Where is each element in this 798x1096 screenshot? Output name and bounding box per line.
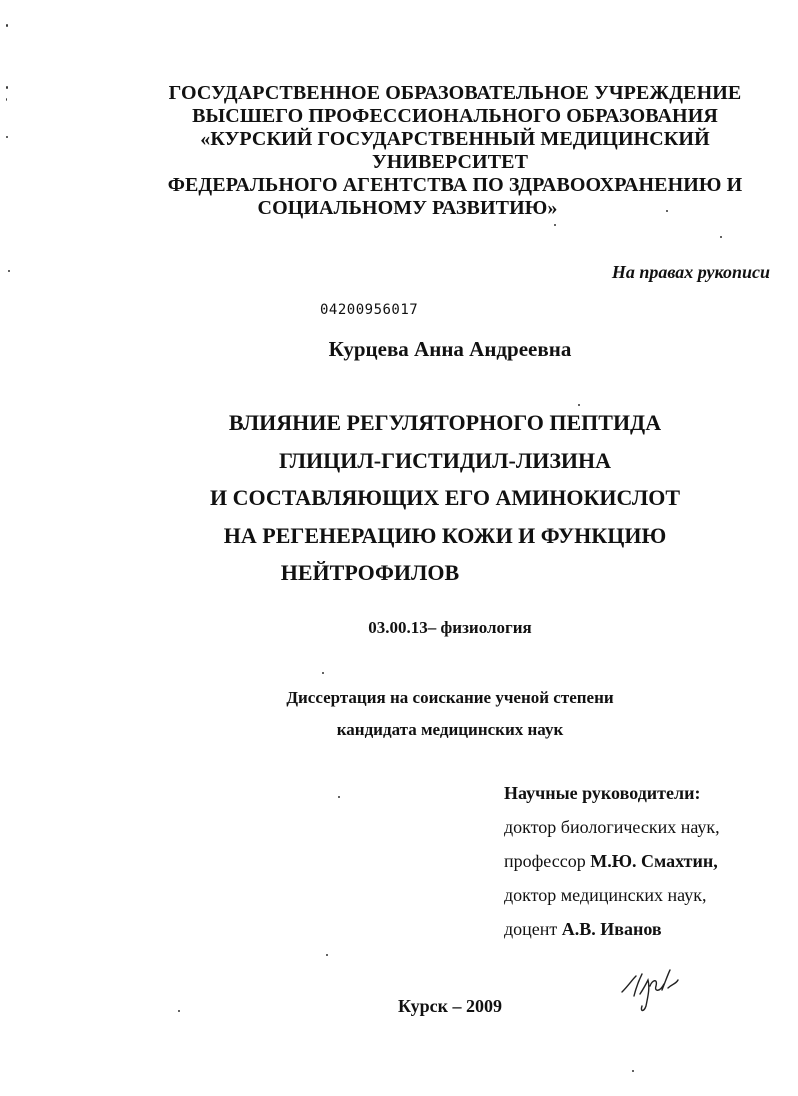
institution-line: «КУРСКИЙ ГОСУДАРСТВЕННЫЙ МЕДИЦИНСКИЙ [200, 128, 710, 150]
author-name: Курцева Анна Андреевна [328, 337, 572, 361]
advisors-block [504, 776, 720, 946]
advisor-name: М.Ю. Смахтин, [590, 851, 718, 871]
institution-line: ГОСУДАРСТВЕННОЕ ОБРАЗОВАТЕЛЬНОЕ УЧРЕЖДЕНИЕ [168, 82, 742, 104]
institution-line: УНИВЕРСИТЕТ [371, 151, 529, 173]
manuscript-note: На правах рукописи [611, 262, 770, 282]
advisor-name: А.В. Иванов [561, 919, 662, 939]
advisor-degree: доктор биологических наук, [504, 817, 720, 837]
title-line: И СОСТАВЛЯЮЩИХ ЕГО АМИНОКИСЛОТ [209, 485, 681, 510]
handwritten-signature-icon [618, 966, 690, 1016]
advisor-degree: доктор медицинских наук, [504, 885, 707, 905]
advisor-line [504, 912, 720, 946]
degree-statement [240, 682, 660, 746]
title-line: ВЛИЯНИЕ РЕГУЛЯТОРНОГО ПЕПТИДА [228, 410, 662, 435]
institution-line: ФЕДЕРАЛЬНОГО АГЕНТСТВА ПО ЗДРАВООХРАНЕНИЮ И [167, 174, 743, 196]
advisors-heading: Научные руководители: [504, 783, 701, 803]
advisor-line [504, 844, 720, 878]
advisor-rank: профессор [504, 851, 586, 871]
title-line: НЕЙТРОФИЛОВ [280, 560, 460, 585]
degree-line: Диссертация на соискание ученой степени [286, 688, 614, 707]
dissertation-title [195, 404, 695, 592]
institution-line: ВЫСШЕГО ПРОФЕССИОНАЛЬНОГО ОБРАЗОВАНИЯ [192, 105, 718, 127]
advisor-rank: доцент [504, 919, 558, 939]
title-line: ГЛИЦИЛ-ГИСТИДИЛ-ЛИЗИНА [278, 447, 612, 473]
institution-line: СОЦИАЛЬНОМУ РАЗВИТИЮ» [257, 197, 558, 219]
registration-number: 04200956017 [320, 302, 419, 318]
city-year: Курск – 2009 [398, 996, 502, 1016]
specialty-code: 03.00.13– физиология [368, 618, 532, 637]
degree-line: кандидата медицинских наук [336, 720, 564, 739]
title-line: НА РЕГЕНЕРАЦИЮ КОЖИ И ФУНКЦИЮ [223, 522, 667, 548]
institution-header [140, 82, 770, 220]
